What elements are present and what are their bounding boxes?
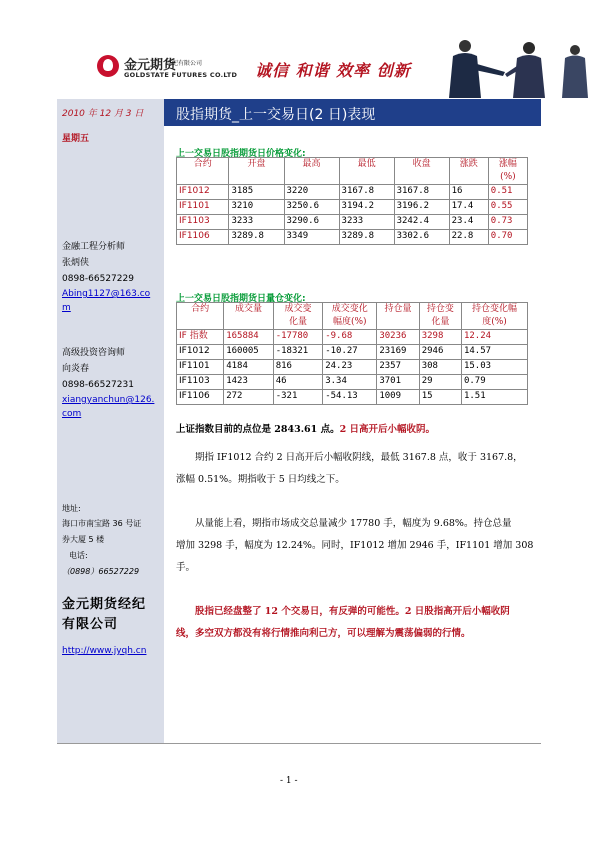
price-col-header: 最高 — [284, 158, 339, 185]
volume-col-header-line — [179, 316, 221, 329]
slogan: 诚信 和谐 效率 创新 — [255, 61, 411, 80]
volume-col-header-line: 合约 — [191, 304, 210, 314]
sidebar — [57, 99, 164, 744]
table-cell: 0.55 — [488, 200, 527, 215]
address-line-1: 海口市南宝路 36 号证 — [62, 519, 142, 528]
volume-col-header — [461, 303, 527, 330]
volume-col-header — [273, 303, 323, 330]
volume-col-header — [377, 303, 419, 330]
table-cell: -54.13 — [323, 390, 377, 405]
volume-col-header-line: 幅度(%) — [332, 317, 367, 327]
analyst2-title: 高级投资咨询师 — [62, 348, 126, 358]
table-cell: 3.34 — [323, 375, 377, 390]
table-cell: 3250.6 — [284, 200, 339, 215]
table-cell: IF 指数 — [177, 330, 224, 345]
analyst2-email-link[interactable]: xiangyanchun@126. — [62, 395, 155, 405]
analyst2-phone: 0898-66527231 — [62, 380, 134, 390]
volume-col-header-line: 化量 — [288, 317, 307, 327]
table-cell: 3289.8 — [229, 230, 284, 245]
price-col-header: 收盘 — [394, 158, 449, 185]
table-cell: IF1106 — [177, 230, 229, 245]
analyst2-name: 向炎春 — [62, 364, 90, 374]
volume-table — [176, 302, 528, 405]
table-row — [177, 185, 528, 200]
table-cell: 3194.2 — [339, 200, 394, 215]
price-col-header — [488, 158, 527, 185]
table-cell: 14.57 — [461, 345, 527, 360]
analyst1-email-link-cont[interactable]: m — [62, 303, 71, 313]
table-cell: 23169 — [377, 345, 419, 360]
price-col-header: 涨跌 — [449, 158, 488, 185]
page-number: - 1 - — [280, 776, 298, 786]
logo-subname: 经纪有限公司 — [166, 60, 203, 67]
price-col-header: 开盘 — [229, 158, 284, 185]
table-row — [177, 360, 528, 375]
table-cell: IF1101 — [177, 360, 224, 375]
handshake-people-icon — [425, 38, 595, 98]
table-cell: -17780 — [273, 330, 323, 345]
table-cell: 160005 — [224, 345, 274, 360]
paragraph-price-line-1: 期指 IF1012 合约 2 日高开后小幅收阴线，最低 3167.8 点，收于 3167.8， — [195, 452, 523, 463]
table-cell: -10.27 — [323, 345, 377, 360]
table-cell: IF1103 — [177, 215, 229, 230]
footer-divider — [57, 743, 541, 744]
table-cell: 1.51 — [461, 390, 527, 405]
table-cell: 12.24 — [461, 330, 527, 345]
price-section-title: 上一交易日股指期货日价格变化: — [176, 149, 306, 159]
paragraph-volume — [176, 513, 536, 579]
company-name-line-2: 有限公司 — [62, 617, 119, 632]
volume-col-header — [323, 303, 377, 330]
price-col-header-text: 涨幅 — [498, 159, 517, 169]
price-table-body — [177, 185, 528, 245]
table-cell: 2946 — [419, 345, 461, 360]
volume-col-header-line: 度(%) — [482, 317, 507, 327]
table-cell: 0.70 — [488, 230, 527, 245]
company-logo-icon — [97, 55, 119, 77]
table-row — [177, 330, 528, 345]
table-cell: -321 — [273, 390, 323, 405]
paragraph-volume-line-2: 增加 3298 手，幅度为 12.24%。同时，IF1012 增加 2946 手，IF1101 增加 308 — [176, 540, 534, 551]
table-cell: 272 — [224, 390, 274, 405]
price-table — [176, 157, 528, 245]
table-cell: 15 — [419, 390, 461, 405]
table-cell: 3290.6 — [284, 215, 339, 230]
report-date: 2010 年 12 月 3 日 — [62, 109, 144, 119]
table-cell: 3220 — [284, 185, 339, 200]
company-name-line-1: 金元期货经纪 — [62, 597, 147, 612]
analyst2-email-link-cont[interactable]: com — [62, 409, 82, 419]
paragraph-volume-line-1: 从量能上看，期指市场成交总量减少 17780 手，幅度为 9.68%。持仓总量 — [195, 518, 512, 529]
table-row — [177, 200, 528, 215]
page-title: 股指期货_上一交易日(2 日)表现 — [176, 107, 376, 123]
address-line-2: 券大厦 5 楼 — [62, 535, 105, 544]
table-cell: IF1106 — [177, 390, 224, 405]
volume-table-header — [177, 303, 528, 330]
table-row — [177, 215, 528, 230]
paragraph-price — [176, 447, 536, 491]
summary-line — [176, 421, 435, 435]
table-cell: 3289.8 — [339, 230, 394, 245]
table-cell: 3233 — [339, 215, 394, 230]
table-cell: 3196.2 — [394, 200, 449, 215]
table-cell: -18321 — [273, 345, 323, 360]
paragraph-price-line-2: 涨幅 0.51%。期指收于 5 日均线之下。 — [176, 474, 345, 485]
table-cell: 46 — [273, 375, 323, 390]
table-cell: 15.03 — [461, 360, 527, 375]
table-cell: IF1012 — [177, 185, 229, 200]
table-cell: 2357 — [377, 360, 419, 375]
table-cell: 3701 — [377, 375, 419, 390]
volume-col-header-line — [379, 316, 416, 329]
table-cell: 3167.8 — [339, 185, 394, 200]
table-row — [177, 230, 528, 245]
price-table-header — [177, 158, 528, 185]
paragraph-outlook — [176, 601, 536, 645]
address-label: 地址: — [62, 504, 81, 513]
table-cell: 1009 — [377, 390, 419, 405]
report-weekday: 星期五 — [62, 134, 90, 144]
table-cell: 0.79 — [461, 375, 527, 390]
table-cell: 17.4 — [449, 200, 488, 215]
table-cell: 24.23 — [323, 360, 377, 375]
volume-col-header-line: 化量 — [431, 317, 450, 327]
volume-table-body — [177, 330, 528, 405]
phone-label: 电话: — [69, 551, 88, 560]
analyst1-email-link[interactable]: Abing1127@163.co — [62, 289, 151, 299]
volume-col-header-line: 成交量 — [234, 304, 262, 314]
table-row — [177, 345, 528, 360]
analyst1-name: 张炳侠 — [62, 258, 90, 268]
logo-english: GOLDSTATE FUTURES CO.LTD — [124, 71, 238, 79]
company-phone: （0898）66527229 — [62, 567, 140, 576]
summary-index: 上证指数目前的点位是 2843.61 点。 — [176, 424, 340, 435]
volume-col-header-line: 持仓变 — [426, 304, 454, 314]
website-link[interactable]: http://www.jyqh.cn — [62, 646, 147, 656]
table-row — [177, 375, 528, 390]
summary-trend: 2 日高开后小幅收阴。 — [339, 424, 436, 435]
table-cell: -9.68 — [323, 330, 377, 345]
table-cell: 816 — [273, 360, 323, 375]
volume-col-header-line: 成交变 — [284, 304, 312, 314]
volume-col-header-line: 持仓变化幅 — [471, 304, 517, 314]
logo-name: 金元期货 — [124, 58, 177, 73]
table-cell: 30236 — [377, 330, 419, 345]
table-row — [177, 390, 528, 405]
table-cell: IF1101 — [177, 200, 229, 215]
volume-col-header — [419, 303, 461, 330]
volume-col-header-line: 成交变化 — [331, 304, 368, 314]
paragraph-outlook-line-1: 股指已经盘整了 12 个交易日，有反弹的可能性。2 日股指高开后小幅收阴 — [195, 606, 510, 617]
table-cell: 3185 — [229, 185, 284, 200]
volume-section-title: 上一交易日股指期货日量仓变化: — [176, 294, 306, 304]
table-cell: IF1103 — [177, 375, 224, 390]
table-cell: 3302.6 — [394, 230, 449, 245]
table-cell: 308 — [419, 360, 461, 375]
paragraph-volume-line-3: 手。 — [176, 562, 196, 573]
analyst1-title: 金融工程分析师 — [62, 242, 126, 252]
table-cell: 1423 — [224, 375, 274, 390]
table-cell: 3233 — [229, 215, 284, 230]
paragraph-outlook-line-2: 线，多空双方都没有将行情推向利己方，可以理解为震荡偏弱的行情。 — [176, 628, 471, 639]
price-col-header: 最低 — [339, 158, 394, 185]
price-col-header: 合约 — [177, 158, 229, 185]
analyst1-phone: 0898-66527229 — [62, 274, 134, 284]
table-cell: 3210 — [229, 200, 284, 215]
table-cell: 165884 — [224, 330, 274, 345]
table-cell: 0.51 — [488, 185, 527, 200]
volume-col-header — [224, 303, 274, 330]
volume-col-header — [177, 303, 224, 330]
table-cell: 0.73 — [488, 215, 527, 230]
table-cell: 29 — [419, 375, 461, 390]
price-col-header-unit: (%) — [500, 172, 516, 182]
table-cell: 3349 — [284, 230, 339, 245]
table-cell: 3298 — [419, 330, 461, 345]
table-cell: 3242.4 — [394, 215, 449, 230]
table-cell: 22.8 — [449, 230, 488, 245]
table-cell: IF1012 — [177, 345, 224, 360]
table-cell: 3167.8 — [394, 185, 449, 200]
volume-col-header-line — [226, 316, 271, 329]
volume-col-header-line: 持仓量 — [384, 304, 412, 314]
table-cell: 16 — [449, 185, 488, 200]
table-cell: 4184 — [224, 360, 274, 375]
table-cell: 23.4 — [449, 215, 488, 230]
